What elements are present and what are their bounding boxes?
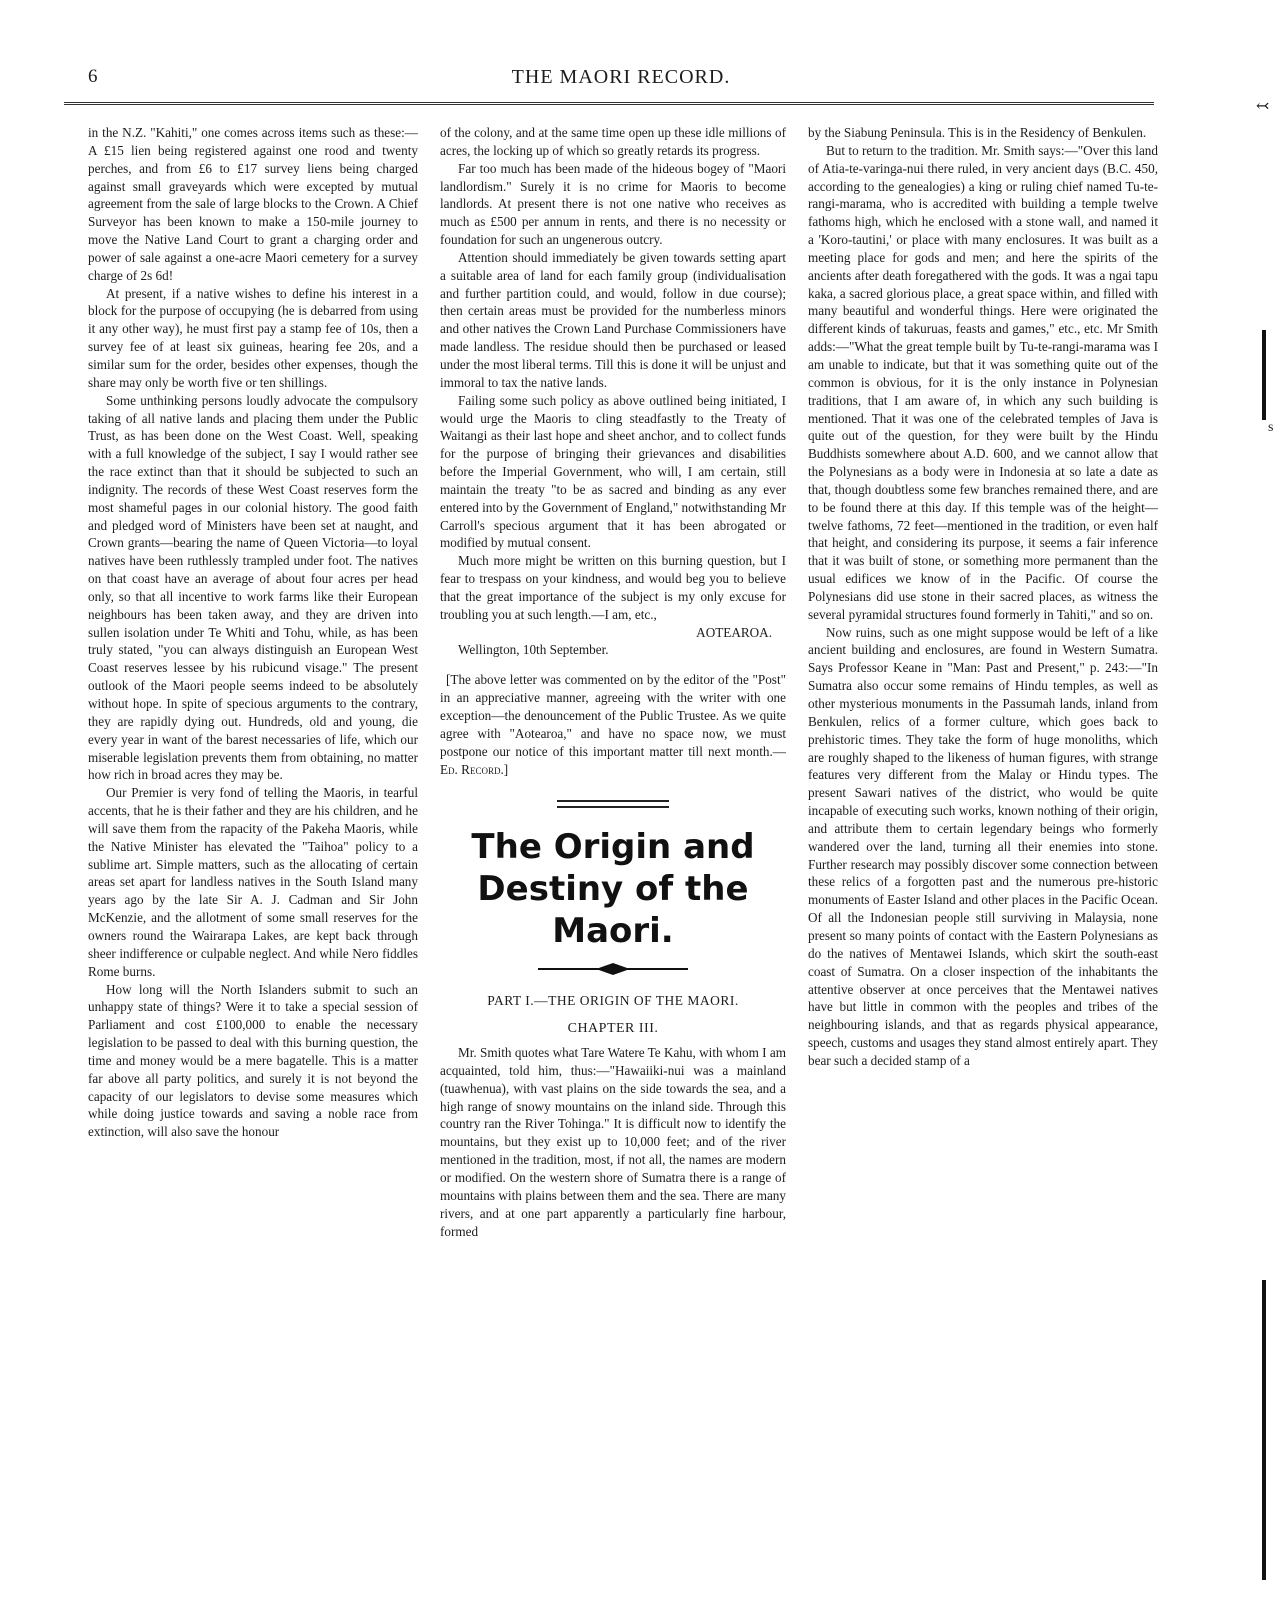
edge-mark-icon: ↢ bbox=[1256, 98, 1270, 115]
paragraph: Failing some such policy as above outlined being initiated, I would urge the Maoris to cling steadfastly to the Treaty of Waitangi as their last hope and sheet anchor, and to collect funds for the purpose of bringing their grievances and disabilities before the Imperial Government, who will, I am certain, still maintain the treaty "to be as sacred and binding as any ever entered into by the Government of England," notwithstanding Mr Carroll's specious argument that it has been abrogated or modified by mutual consent. bbox=[440, 392, 786, 551]
page-header bbox=[88, 62, 1154, 98]
column-2 bbox=[440, 124, 786, 1240]
paragraph: But to return to the tradition. Mr. Smith says:—"Over this land of Atia-te-varinga-nui there ruled, in very ancient days (B.C. 450, according to the genealogies) a king or ruling chief named Tu-te-rangi-marama, who is accredited with building a temple twelve fathoms high, which he enclosed with a stone wall, and named it a 'Koro-tautini,' or place with many enclosures. It was built as a meeting place for gods and men; and here the spirits of the ancients after death foregathered with the gods. It was a ngai tapu kaka, a sacred glorious place, a great space within, and filled with many beautiful and wonderful things. Here were originated the different kinds of takuruas, feasts and games," etc., etc. Mr Smith adds:—"What the great temple built by Tu-te-rangi-marama was I am unable to indicate, but that it was something quite out of the common is obvious, for it is the only instance in Polynesian traditions, that I am aware of, in which any such building is mentioned. That it was one of the celebrated temples of Java is quite out of the question, for they were built by the Hindu Buddhists somewhere about A.D. 600, and we cannot allow that the Polynesians as a body were in Indonesia at so late a date as that, though doubtless some few branches remained there, and are to be found there at this day. If this temple was of the height—twelve fathoms, 72 feet—mentioned in the tradition, or even half that height, and considering its purpose, it seems a fair inference that it was built of stone, or something more permanent than the usual edifices we know of in the Pacific. Of course the Polynesians did use stone in their sacred places, as witness the several pyramidal structures found formerly in Tahiti," and so on. bbox=[808, 142, 1158, 622]
page-number: 6 bbox=[88, 66, 98, 87]
running-title: THE MAORI RECORD. bbox=[511, 66, 731, 88]
margin-bracket-mark bbox=[1262, 330, 1266, 420]
editor-note-text: [The above letter was commented on by the editor of the "Post" in an appreciative manner, agreeing with the writer with one exception—the denouncement of the Public Trustee. As we quite agree with "Aotearoa," and have no space now, we must postpone our notice of this important matter till next month.— bbox=[440, 672, 786, 759]
paragraph: in the N.Z. "Kahiti," one comes across items such as these:—A £15 lien being registered against one rood and twenty perches, and from £6 to £17 survey liens being charged against small graveyards which were excepted by mutual agreement from the sale of large blocks to the Crown. A Chief Surveyor has been known to make a 150-mile journey to move the Native Land Court to grant a charging order and power of sale against a one-acre Maori cemetery for a survey charge of 2s 6d! bbox=[88, 125, 418, 283]
paragraph: At present, if a native wishes to define his interest in a block for the purpose of occupying (he is debarred from using it any other way), he must first pay a stamp fee of 10s, then a survey fee of at least six guineas, hearing fee 20s, and a similar sum for the order, besides other expenses, though the share may only be worth five or ten shillings. bbox=[88, 285, 418, 390]
header-rule bbox=[64, 102, 1154, 105]
paragraph: Attention should immediately be given towards setting apart a suitable area of land for each family group (individualisation and further partition could, and would, follow in due course); then certain areas must be provided for the numberless minors and other natives the Crown Land Purchase Commissioners have made landless. The residue should then be purchased or leased under the most liberal terms. Till this is done it will be unjust and immoral to tax the native lands. bbox=[440, 249, 786, 390]
paragraph: Mr. Smith quotes what Tare Watere Te Kahu, with whom I am acquainted, told him, thus:—"Hawaiiki-nui was a mainland (tuawhenua), with vast plains on the side towards the sea, and a high range of snowy mountains on the inland side. Through this country ran the River Tohinga." It is difficult now to identify the mountains, but they exist up to 10,000 feet; and of the river mentioned in the tradition, most, if not all, the names are modern or modified. On the western shore of Sumatra there is a range of mountains with plains between them and the sea. There are many rivers, and at one part apparently a particularly fine harbour, formed bbox=[440, 1045, 786, 1239]
paragraph: How long will the North Islanders submit to such an unhappy state of things? Were it to take a special session of Parliament and cost £100,000 to enable the necessary legislation to be passed to deal with this burning question, the time and money would be a mere bagatelle. This is a matter far above all party politics, and surely it is not beyond the capacity of our legislators to devise some measures which while doing justice towards and saving a noble race from extinction, will also save the honour bbox=[88, 981, 418, 1140]
editor-sign: Ed. Record. bbox=[440, 761, 504, 777]
article-title-line-1: The Origin and bbox=[471, 827, 755, 868]
paragraph: by the Siabung Peninsula. This is in the Residency of Benkulen. bbox=[808, 125, 1147, 140]
editor-note bbox=[440, 671, 786, 778]
part-heading: PART I.—THE ORIGIN OF THE MAORI. bbox=[487, 993, 739, 1009]
article-title-line-2: Destiny of the Maori. bbox=[477, 869, 749, 952]
paragraph: Our Premier is very fond of telling the Maoris, in tearful accents, that he is their father and they are his children, and he will save them from the rapacity of the Pakeha Maoris, while the Native Minister has elevated the "Taihoa" policy to a sublime art. Simple matters, such as the allocating of certain areas set apart for landless natives in the South Island many years ago by the late Sir A. J. Cadman and Sir John McKenzie, and the allotment of some small reserves for the owners round the Wairarapa Lakes, are kept back through sheer indifference or culpable neglect. And while Nero fiddles Rome burns. bbox=[88, 785, 418, 979]
column-1 bbox=[88, 124, 418, 1141]
paragraph: Now ruins, such as one might suppose would be left of a like ancient building and enclosures, are found in Western Sumatra. Says Professor Keane in "Man: Past and Present," p. 243:—"In Sumatra also occur some remains of Hindu temples, as well as other mysterious monuments in the Passumah lands, inland from Benkulen, relics of a former culture, which goes back to prehistoric times. They take the form of huge monoliths, which are roughly shaped to the likeness of human figures, with strange features very different from the Malay or Hindu types. The present Sawari natives of the district, who would be quite incapable of executing such works, known nothing of their origin, and attribute them to certain legendary beings who formerly wandered over the land, turning all their enemies into stone. Further research may possibly discover some connection between these relics of a forgotten past and the numerous pre-historic monuments of Easter Island and other places in the Pacific Ocean. Of all the Indonesian people still surviving in Malaysia, none present so many points of contact with the Eastern Polynesians as do the natives of Mentawei Islands, which skirt the south-east coast of Sumatra. On a closer inspection of the inhabitants the attentive observer at once perceives that the Mentawei natives have but little in common with the peoples and tribes of the neighbouring islands, and that as regards physical appearance, speech, customs and usages they stand almost entirely apart. They bear such a decided stamp of a bbox=[808, 624, 1158, 1068]
paragraph: Far too much has been made of the hideous bogey of "Maori landlordism." Surely it is no crime for Maoris to become landlords. At present there is not one native who receives as much as £500 per annum in rents, and there is no necessity or foundation for such an ungenerous outcry. bbox=[440, 160, 786, 248]
paragraph: of the colony, and at the same time open up these idle millions of acres, the locking up of which so greatly retards its progress. bbox=[440, 125, 786, 158]
chapter-heading: CHAPTER III. bbox=[567, 1021, 659, 1037]
section-divider bbox=[557, 800, 669, 808]
diamond-ornament-icon bbox=[538, 962, 688, 976]
paragraph: Much more might be written on this burning question, but I fear to trespass on your kindness, and would beg you to believe that the great importance of the subject is my only excuse for troubling you at such length.—I am, etc., bbox=[440, 553, 786, 622]
letter-signature: AOTEAROA. bbox=[696, 624, 772, 640]
editor-note-close: ] bbox=[503, 761, 509, 777]
paragraph: Some unthinking persons loudly advocate the compulsory taking of all native lands and placing them under the Public Trust, as has been done on the West Coast. Well, speaking with a full knowledge of the subject, I say I would rather see the race extinct than that it should be subjected to such an indignity. The records of these West Coast reserves form the most shameful pages in our colonial history. The good faith and pledged word of Ministers have been set at naught, and Crown grants—bearing the name of Queen Victoria—to loyal natives have been ruthlessly trampled under foot. The natives on that coast have an average of about four acres per head only, so that all incentive to work farms like their European neighbours has been taken away, and they are driven into sullen isolation under Te Whiti and Tohu, while, as has been truly stated, "you can always distinguish an European West Coast reserves lessee by his rubicund visage." The present outlook of the Maori people seems indeed to be absolutely without hope. In spite of specious arguments to the contrary, they are rapidly dying out. Hundreds, old and young, die every year in want of the barest necessaries of life, which our miserable legislation prevents them from obtaining, no matter how rich in broad acres they may be. bbox=[88, 392, 418, 783]
edge-letter-mark: s bbox=[1268, 420, 1274, 435]
letter-dateline: Wellington, 10th September. bbox=[458, 642, 609, 658]
column-3 bbox=[808, 124, 1158, 1070]
article-title bbox=[440, 826, 786, 952]
margin-bracket-mark bbox=[1262, 1280, 1266, 1580]
